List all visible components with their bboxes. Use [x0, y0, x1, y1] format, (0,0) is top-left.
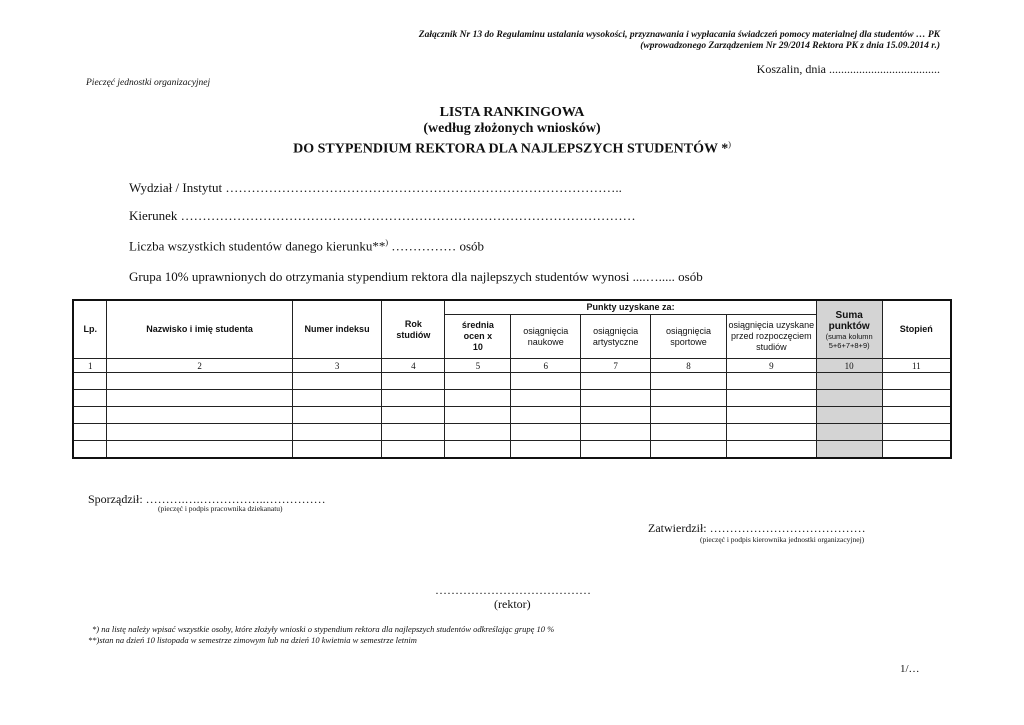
col-number-8: 8: [651, 359, 727, 373]
cell-przed[interactable]: [726, 441, 816, 459]
cell-naukowe[interactable]: [511, 407, 581, 424]
cell-name[interactable]: [107, 441, 292, 459]
cell-srednia[interactable]: [445, 424, 511, 441]
cell-lp[interactable]: [73, 441, 107, 459]
footnote-1: *) na listę należy wpisać wszystkie osoby, które złożyły wnioski o stypendium rektora dla najlepszych studentów odkreślając grupę 10 %: [92, 624, 555, 634]
cell-index[interactable]: [292, 407, 382, 424]
cell-rok[interactable]: [382, 407, 445, 424]
header-index: Numer indeksu: [292, 300, 382, 359]
cell-name[interactable]: [107, 424, 292, 441]
cell-srednia[interactable]: [445, 441, 511, 459]
cell-stopien[interactable]: [882, 407, 951, 424]
cell-stopien[interactable]: [882, 424, 951, 441]
col-number-7: 7: [581, 359, 651, 373]
cell-suma[interactable]: [816, 407, 882, 424]
col-number-1: 1: [73, 359, 107, 373]
page-number: 1/…: [900, 663, 920, 675]
cell-rok[interactable]: [382, 441, 445, 459]
col-number-3: 3: [292, 359, 382, 373]
field-liczba: Liczba wszystkich studentów danego kierunku**) …………… osób: [129, 238, 485, 254]
table-row: [73, 407, 951, 424]
cell-artystyczne[interactable]: [581, 407, 651, 424]
table-row: [73, 390, 951, 407]
attachment-line-2: (wprowadzonego Zarządzeniem Nr 29/2014 Rektora PK z dnia 15.09.2014 r.): [640, 41, 940, 51]
cell-index[interactable]: [292, 373, 382, 390]
table-row: [73, 373, 951, 390]
cell-naukowe[interactable]: [511, 424, 581, 441]
header-punkty: Punkty uzyskane za:: [445, 300, 816, 315]
zatwierdzil-note: (pieczęć i podpis kierownika jednostki organizacyjnej): [700, 535, 865, 544]
cell-naukowe[interactable]: [511, 441, 581, 459]
cell-index[interactable]: [292, 390, 382, 407]
cell-lp[interactable]: [73, 373, 107, 390]
cell-lp[interactable]: [73, 407, 107, 424]
cell-sportowe[interactable]: [651, 407, 727, 424]
city-date: Koszalin, dnia .....................................: [756, 62, 940, 76]
cell-suma[interactable]: [816, 390, 882, 407]
cell-rok[interactable]: [382, 424, 445, 441]
attachment-line-1: Załącznik Nr 13 do Regulaminu ustalania wysokości, przyznawania i wypłacania świadczeń pomocy materialnej dla studentów … PK: [418, 30, 940, 40]
footnote-2: **)stan na dzień 10 listopada w semestrze zimowym lub na dzień 10 kwietnia w semestrze letnim: [88, 635, 417, 645]
cell-naukowe[interactable]: [511, 390, 581, 407]
table-row: [73, 441, 951, 459]
cell-name[interactable]: [107, 390, 292, 407]
table-row: [73, 424, 951, 441]
cell-przed[interactable]: [726, 373, 816, 390]
title-line-1: LISTA RANKINGOWA: [439, 105, 585, 120]
header-przed: osiągnięcia uzyskane przed rozpoczęciem studiów: [726, 315, 816, 359]
field-wydzial: Wydział / Instytut ………………………………………………………………………………..: [129, 180, 622, 195]
cell-artystyczne[interactable]: [581, 373, 651, 390]
header-srednia: średnia ocen x 10: [445, 315, 511, 359]
cell-stopien[interactable]: [882, 373, 951, 390]
cell-stopien[interactable]: [882, 441, 951, 459]
cell-srednia[interactable]: [445, 373, 511, 390]
cell-naukowe[interactable]: [511, 373, 581, 390]
col-number-9: 9: [726, 359, 816, 373]
sporzadzil-line: Sporządził: ……….….……………..……………: [88, 492, 326, 506]
cell-sportowe[interactable]: [651, 441, 727, 459]
cell-artystyczne[interactable]: [581, 390, 651, 407]
header-stopien: Stopień: [882, 300, 951, 359]
header-naukowe: osiągnięcia naukowe: [511, 315, 581, 359]
header-artystyczne: osiągnięcia artystyczne: [581, 315, 651, 359]
col-number-11: 11: [882, 359, 951, 373]
cell-name[interactable]: [107, 373, 292, 390]
zatwierdzil-line: Zatwierdził: …………………………………: [648, 521, 866, 535]
cell-lp[interactable]: [73, 424, 107, 441]
cell-srednia[interactable]: [445, 390, 511, 407]
cell-artystyczne[interactable]: [581, 424, 651, 441]
header-rok: Rok studiów: [382, 300, 445, 359]
cell-name[interactable]: [107, 407, 292, 424]
col-number-2: 2: [107, 359, 292, 373]
header-lp: Lp.: [73, 300, 107, 359]
cell-rok[interactable]: [382, 390, 445, 407]
ranking-table: [72, 299, 952, 459]
col-number-6: 6: [511, 359, 581, 373]
cell-suma[interactable]: [816, 424, 882, 441]
field-kierunek: Kierunek ……………………………………………………………………………………………: [129, 208, 636, 223]
cell-sportowe[interactable]: [651, 424, 727, 441]
rektor-label: (rektor): [494, 597, 531, 611]
cell-srednia[interactable]: [445, 407, 511, 424]
header-sportowe: osiągnięcia sportowe: [651, 315, 727, 359]
cell-rok[interactable]: [382, 373, 445, 390]
document-title: [0, 105, 1024, 158]
col-number-4: 4: [382, 359, 445, 373]
field-grupa: Grupa 10% uprawnionych do otrzymania stypendium rektora dla najlepszych studentów wynosi ....…..... osób: [129, 269, 703, 284]
sporzadzil-note: (pieczęć i podpis pracownika dziekanatu): [158, 504, 283, 513]
column-numbers-row: [73, 359, 951, 373]
organization-stamp-label: Pieczęć jednostki organizacyjnej: [86, 78, 211, 88]
cell-stopien[interactable]: [882, 390, 951, 407]
title-line-2: (według złożonych wniosków): [423, 121, 601, 136]
cell-sportowe[interactable]: [651, 390, 727, 407]
cell-artystyczne[interactable]: [581, 441, 651, 459]
header-suma: Suma punktów (suma kolumn 5+6+7+8+9): [816, 300, 882, 359]
title-line-3: DO STYPENDIUM REKTORA DLA NAJLEPSZYCH STUDENTÓW *): [293, 140, 731, 157]
cell-suma[interactable]: [816, 373, 882, 390]
cell-sportowe[interactable]: [651, 373, 727, 390]
cell-index[interactable]: [292, 441, 382, 459]
rektor-signature-line: …………………………………: [435, 583, 591, 597]
col-number-5: 5: [445, 359, 511, 373]
header-name: Nazwisko i imię studenta: [107, 300, 292, 359]
col-number-10: 10: [816, 359, 882, 373]
cell-index[interactable]: [292, 424, 382, 441]
attachment-header: [300, 30, 940, 52]
cell-lp[interactable]: [73, 390, 107, 407]
cell-suma[interactable]: [816, 441, 882, 459]
cell-przed[interactable]: [726, 407, 816, 424]
footnotes: [88, 624, 554, 646]
cell-przed[interactable]: [726, 424, 816, 441]
cell-przed[interactable]: [726, 390, 816, 407]
